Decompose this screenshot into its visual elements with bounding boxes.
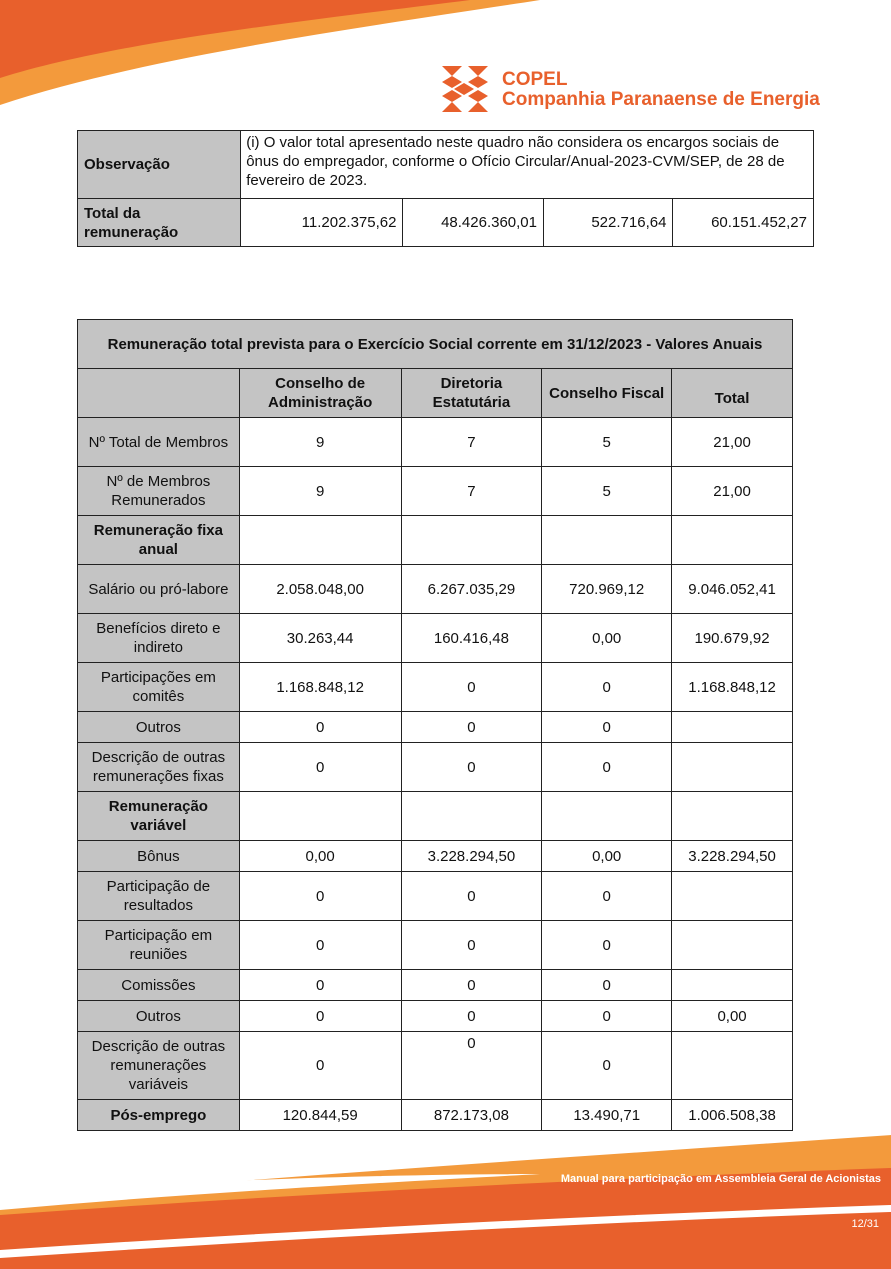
column-header: Conselho de Administração xyxy=(239,369,401,418)
table-row xyxy=(78,516,793,565)
cell-value: 21,00 xyxy=(672,418,793,467)
cell-value: 6.267.035,29 xyxy=(401,565,542,614)
cell-value: 0 xyxy=(401,970,542,1001)
cell-value xyxy=(672,921,793,970)
cell-value: 0 xyxy=(542,712,672,743)
page-number: 12/31 xyxy=(851,1218,879,1230)
cell-value: 7 xyxy=(401,467,542,516)
cell-value: 0 xyxy=(239,743,401,792)
table-row xyxy=(78,1100,793,1131)
row-label: Descrição de outras remunerações fixas xyxy=(78,743,240,792)
cell-value: 0 xyxy=(401,872,542,921)
cell-value: 190.679,92 xyxy=(672,614,793,663)
total-value: 11.202.375,62 xyxy=(241,199,403,247)
table-row xyxy=(78,565,793,614)
cell-value: 0 xyxy=(239,970,401,1001)
cell-value: 2.058.048,00 xyxy=(239,565,401,614)
table-row xyxy=(78,712,793,743)
cell-value xyxy=(672,516,793,565)
observation-label: Observação xyxy=(78,131,241,199)
cell-value: 9 xyxy=(239,467,401,516)
column-header: Conselho Fiscal xyxy=(542,369,672,418)
row-label: Bônus xyxy=(78,841,240,872)
cell-value: 9 xyxy=(239,418,401,467)
cell-value xyxy=(672,1032,793,1100)
table-row xyxy=(78,1032,793,1100)
cell-value: 0 xyxy=(401,663,542,712)
observation-table xyxy=(77,130,814,247)
copel-logo-icon xyxy=(440,64,492,114)
table-row xyxy=(78,467,793,516)
total-label: Total da remuneração xyxy=(78,199,241,247)
cell-value xyxy=(672,712,793,743)
total-value: 522.716,64 xyxy=(544,199,673,247)
cell-value xyxy=(542,792,672,841)
copel-logo xyxy=(440,64,820,116)
column-header: Diretoria Estatutária xyxy=(401,369,542,418)
cell-value: 0 xyxy=(401,1032,542,1100)
table-row xyxy=(78,872,793,921)
table-row xyxy=(78,418,793,467)
cell-value xyxy=(672,743,793,792)
row-label: Outros xyxy=(78,1001,240,1032)
cell-value xyxy=(239,516,401,565)
logo-full-name: Companhia Paranaense de Energia xyxy=(502,89,820,110)
section-label: Remuneração variável xyxy=(78,792,240,841)
row-label: Outros xyxy=(78,712,240,743)
cell-value: 5 xyxy=(542,418,672,467)
cell-value: 120.844,59 xyxy=(239,1100,401,1131)
footer-swoosh xyxy=(0,1130,891,1269)
row-label: Salário ou pró-labore xyxy=(78,565,240,614)
table-row xyxy=(78,1001,793,1032)
cell-value: 0 xyxy=(542,1001,672,1032)
row-label: Nº Total de Membros xyxy=(78,418,240,467)
cell-value: 1.168.848,12 xyxy=(672,663,793,712)
cell-value: 1.168.848,12 xyxy=(239,663,401,712)
cell-value: 0 xyxy=(542,743,672,792)
cell-value: 0 xyxy=(239,1001,401,1032)
column-header: Total xyxy=(672,369,793,418)
cell-value: 160.416,48 xyxy=(401,614,542,663)
cell-value: 9.046.052,41 xyxy=(672,565,793,614)
row-label: Descrição de outras remunerações variáveis xyxy=(78,1032,240,1100)
table-row xyxy=(78,970,793,1001)
cell-value: 720.969,12 xyxy=(542,565,672,614)
cell-value: 1.006.508,38 xyxy=(672,1100,793,1131)
cell-value: 0 xyxy=(239,1032,401,1100)
row-label: Comissões xyxy=(78,970,240,1001)
cell-value: 0 xyxy=(542,921,672,970)
cell-value: 0,00 xyxy=(672,1001,793,1032)
cell-value: 0 xyxy=(239,712,401,743)
cell-value: 0,00 xyxy=(542,614,672,663)
row-label: Pós-emprego xyxy=(78,1100,240,1131)
cell-value: 0 xyxy=(239,872,401,921)
total-value: 48.426.360,01 xyxy=(403,199,544,247)
table-row xyxy=(78,921,793,970)
table-row xyxy=(78,792,793,841)
row-label: Participações em comitês xyxy=(78,663,240,712)
cell-value xyxy=(672,872,793,921)
row-label: Benefícios direto e indireto xyxy=(78,614,240,663)
remuneration-table xyxy=(77,319,793,1131)
cell-value xyxy=(239,792,401,841)
observation-text: (i) O valor total apresentado neste quadro não considera os encargos sociais de ônus do empregador, conforme o Ofício Circular/Anual-2023-CVM/SEP, de 28 de fevereiro de 2023. xyxy=(241,131,814,199)
row-label: Nº de Membros Remunerados xyxy=(78,467,240,516)
cell-value: 0 xyxy=(239,921,401,970)
cell-value: 0,00 xyxy=(239,841,401,872)
cell-value: 5 xyxy=(542,467,672,516)
table-row xyxy=(78,841,793,872)
cell-value: 21,00 xyxy=(672,467,793,516)
cell-value xyxy=(672,792,793,841)
row-label: Participação de resultados xyxy=(78,872,240,921)
table-row xyxy=(78,614,793,663)
column-header xyxy=(78,369,240,418)
table-row xyxy=(78,743,793,792)
total-value: 60.151.452,27 xyxy=(673,199,814,247)
cell-value: 0 xyxy=(542,872,672,921)
cell-value xyxy=(401,516,542,565)
cell-value xyxy=(542,516,672,565)
cell-value: 3.228.294,50 xyxy=(672,841,793,872)
section-label: Remuneração fixa anual xyxy=(78,516,240,565)
cell-value: 0 xyxy=(542,970,672,1001)
cell-value: 0 xyxy=(401,743,542,792)
manual-title: Manual para participação em Assembleia Geral de Acionistas xyxy=(560,1173,881,1185)
cell-value: 872.173,08 xyxy=(401,1100,542,1131)
cell-value: 13.490,71 xyxy=(542,1100,672,1131)
cell-value: 3.228.294,50 xyxy=(401,841,542,872)
cell-value: 0 xyxy=(401,712,542,743)
cell-value xyxy=(401,792,542,841)
table-row xyxy=(78,663,793,712)
cell-value: 30.263,44 xyxy=(239,614,401,663)
cell-value: 0 xyxy=(401,921,542,970)
cell-value: 0 xyxy=(542,1032,672,1100)
cell-value: 0 xyxy=(542,663,672,712)
cell-value xyxy=(672,970,793,1001)
row-label: Participação em reuniões xyxy=(78,921,240,970)
logo-brand: COPEL xyxy=(502,69,568,90)
cell-value: 7 xyxy=(401,418,542,467)
table-title: Remuneração total prevista para o Exercício Social corrente em 31/12/2023 - Valores Anuais xyxy=(78,320,793,369)
cell-value: 0 xyxy=(401,1001,542,1032)
cell-value: 0,00 xyxy=(542,841,672,872)
